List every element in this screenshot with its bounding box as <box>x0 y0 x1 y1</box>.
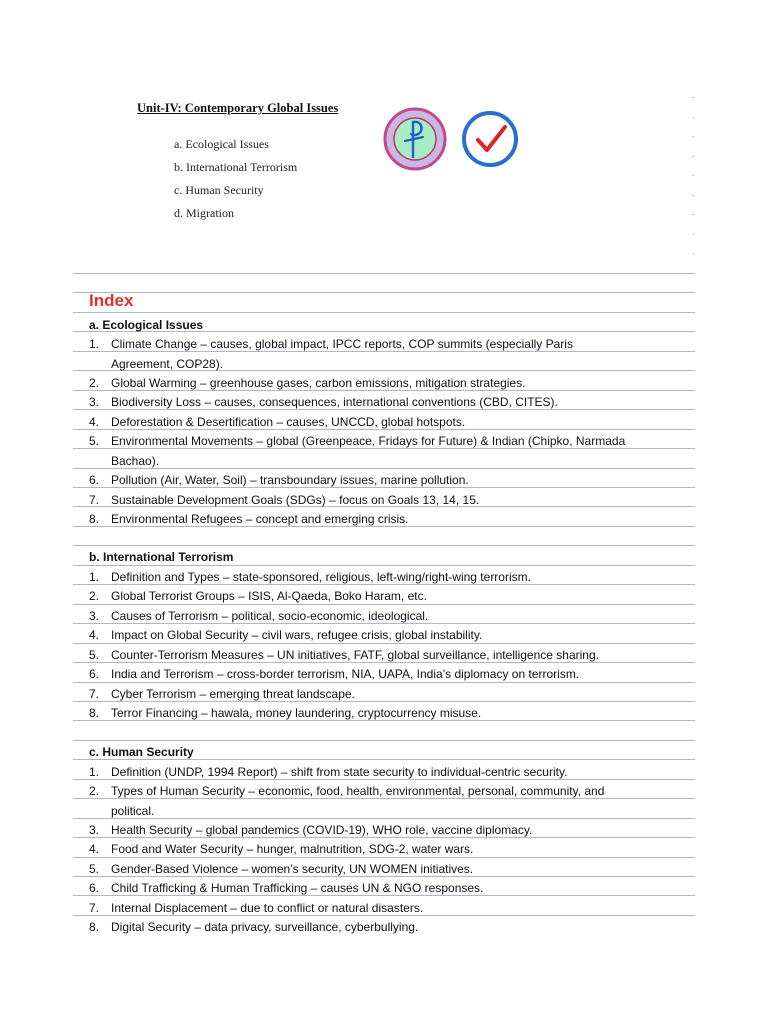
topic-item: a. Ecological Issues <box>174 137 269 151</box>
topic-item: b. International Terrorism <box>174 160 298 174</box>
rule-line <box>73 545 695 546</box>
rule-line <box>73 292 695 293</box>
checkmark-icon <box>461 110 519 168</box>
rule-line <box>73 818 695 819</box>
circle-emblem-icon <box>383 107 447 171</box>
rule-line <box>73 468 695 469</box>
margin-dots: . . . . . . . . . <box>692 91 695 256</box>
topic-item: d. Migration <box>174 206 234 220</box>
rule-line <box>73 273 695 274</box>
topic-list <box>174 136 297 228</box>
rule-line <box>73 312 695 313</box>
rule-line <box>73 740 695 741</box>
document-page: Unit-IV: Contemporary Global Issues a. Ecological Issues b. International Terrorism c. Human Security d. Migration . . . . . . . . . Index a. Ecological Issues 1. Climate Change – causes, global impact, IPCC reports, COP summits (especially Paris Agreement, COP28). 2. Global Warming – greenhouse gases, carbon emissions, mitigation strategies. 3. Biodiversity Loss – causes, consequences, international conventions (CBD, CITES). 4. Deforestation & Desertification – causes, UNCCD, global hotspots. 5. Environmental Movements – global (Greenpeace, Fridays for Future) & Indian (Chipko, Narmada Bachao). 6. Pollution (Air, Water, Soil) – transboundary issues, marine pollution. 7. Sustainable Development Goals (SDGs) – focus on Goals 13, 14, 15. 8. Environmental Refugees – concept and emerging crisis. b. International Terrorism 1. Definition and Types – state-sponsored, religious, left-wing/right-wing terrorism. 2. Global Terrorist Groups – ISIS, Al-Qaeda, Boko Haram, etc. 3. Causes of Terrorism – political, socio-economic, ideological. 4. Impact on Global Security – civil wars, refugee crisis, global instability. 5. Counter-Terrorism Measures – UN initiatives, FATF, global surveillance, intelligence sharing. 6. India and Terrorism – cross-border terrorism, NIA, UAPA, India’s diplomacy on terrorism. 7. Cyber Terrorism – emerging threat landscape. 8. Terror Financing – hawala, money laundering, cryptocurrency misuse. c. Human Security 1. Definition (UNDP, 1994 Report) – shift from state security to individual-centric security. 2. Types of Human Security – economic, food, health, environmental, personal, community, and political. 3. Health Security – global pandemics (COVID-19), WHO role, vaccine diplomacy. 4. Food and Water Security – hunger, malnutrition, SDG-2, water wars. 5. Gender-Based Violence – women’s security, UN WOMEN initiatives. 6. Child Trafficking & Human Trafficking – causes UN & NGO responses. 7. Internal Displacement – due to conflict or natural disasters. 8. Digital Security – data privacy, surveillance, cyberbullying. <box>0 0 768 1024</box>
section-heading: c. Human Security <box>89 745 194 759</box>
index-title: Index <box>89 291 134 310</box>
section-heading: b. International Terrorism <box>89 550 234 564</box>
unit-title: Unit-IV: Contemporary Global Issues <box>137 101 339 115</box>
section-heading: a. Ecological Issues <box>89 318 204 332</box>
topic-item: c. Human Security <box>174 183 264 197</box>
